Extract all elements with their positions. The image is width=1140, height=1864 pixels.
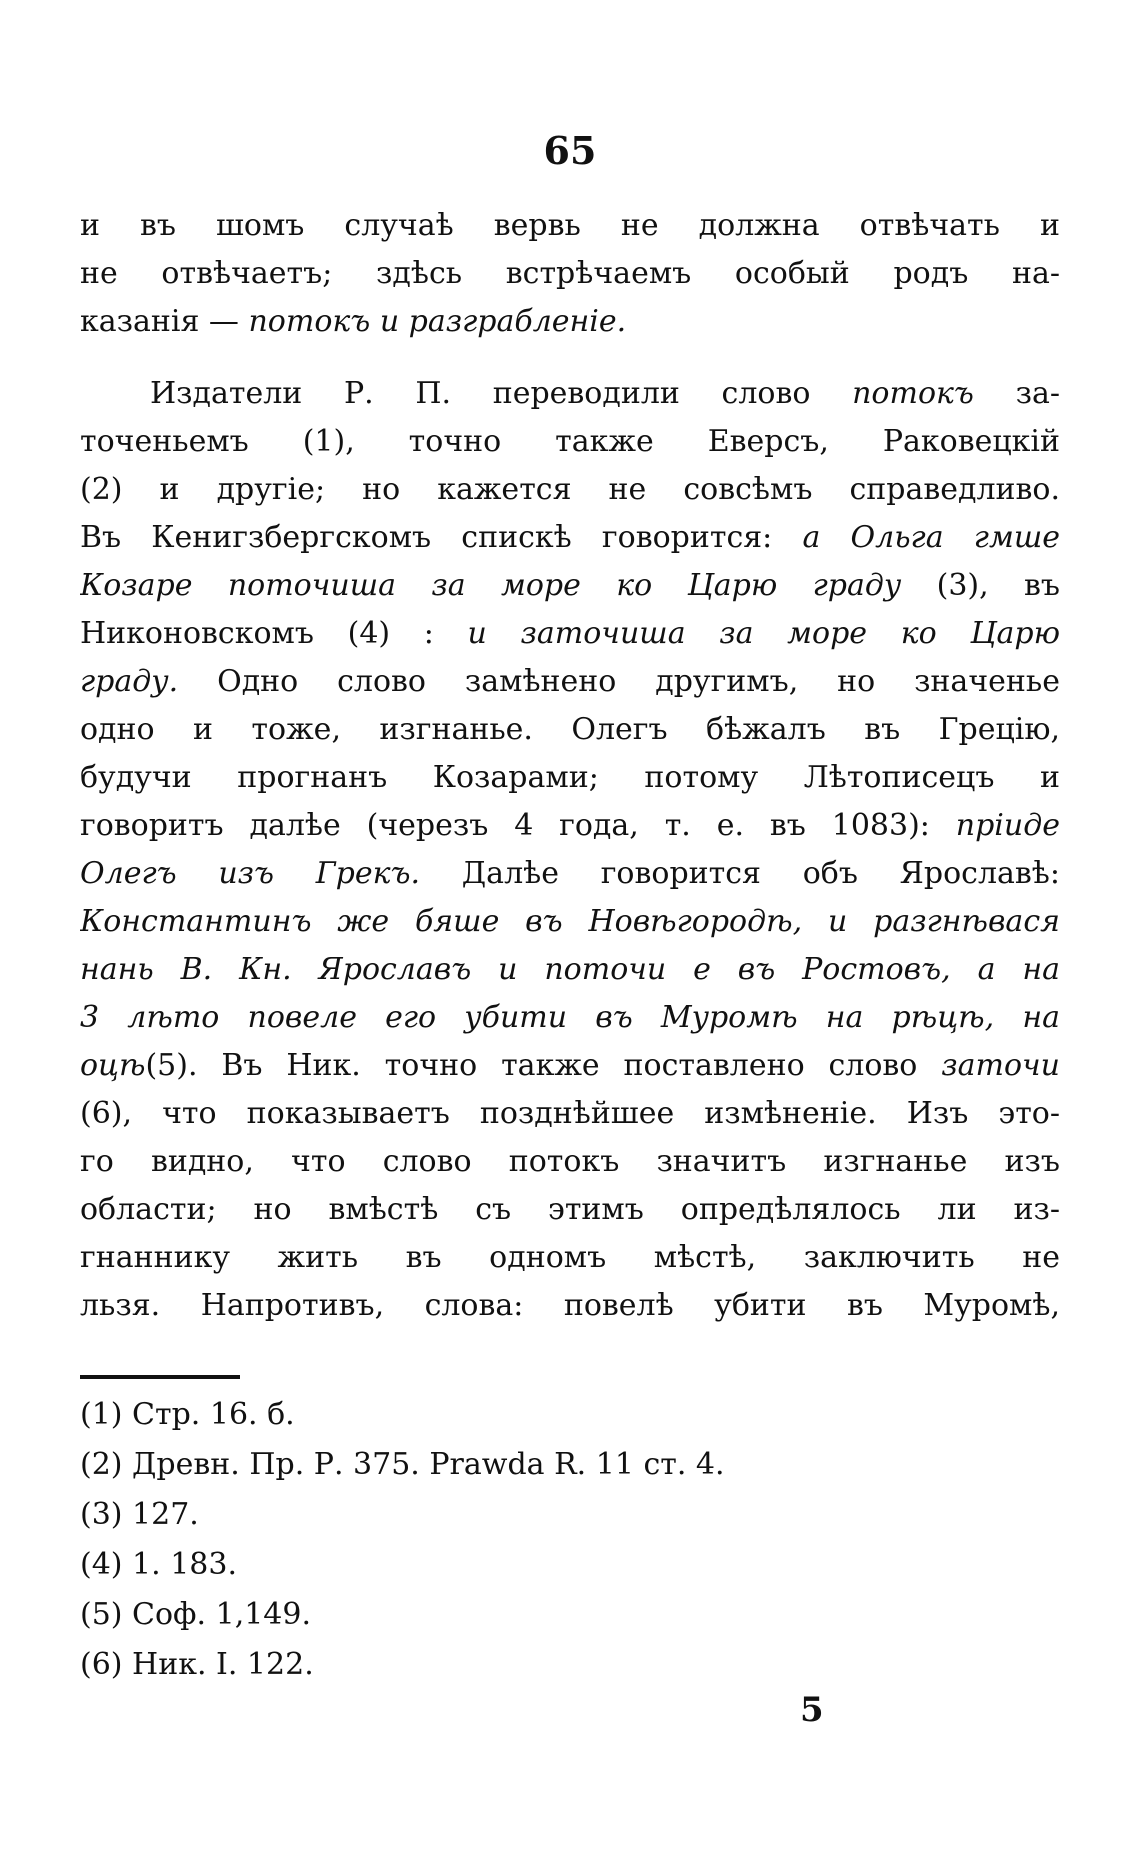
text-line: будучи прогнанъ Козарами; потому Лѣтописецъ и — [80, 760, 1060, 795]
quote-text: Олегъ изъ Грекъ. — [80, 856, 421, 891]
text-line — [80, 514, 1060, 562]
text-line: го видно, что слово потокъ значитъ изгнанье изъ — [80, 1144, 1060, 1179]
main-paragraph — [80, 370, 1060, 1330]
emphasis-text: заточи — [941, 1048, 1060, 1083]
footnotes — [80, 1390, 980, 1690]
text-run: Никоновскомъ (4) : — [80, 616, 434, 651]
quote-line: нань В. Кн. Ярославъ и поточи е въ Ростовъ, а на — [80, 952, 1060, 987]
quote-text: оцѣ — [80, 1048, 146, 1083]
quote-line: Константинъ же бяше въ Новѣгородѣ, и разгнѣвася — [80, 904, 1060, 939]
footnote: (4) 1. 183. — [80, 1547, 237, 1582]
text-line: одно и тоже, изгнанье. Олегъ бѣжалъ въ Грецію, — [80, 712, 1060, 747]
text-run: за- — [1015, 376, 1060, 411]
text-line: области; но вмѣстѣ съ этимъ опредѣлялось ли из- — [80, 1192, 1060, 1227]
text-line: (6), что показываетъ позднѣйшее измѣненіе. Изъ это- — [80, 1096, 1060, 1131]
text-line — [80, 370, 1060, 418]
text-run: (5). Въ Ник. точно также поставлено слово — [145, 1048, 918, 1083]
text-line — [80, 850, 1060, 898]
quote-text: граду. — [80, 664, 179, 699]
text-run: Далѣе говорится объ Ярославѣ: — [461, 856, 1060, 891]
text-run: (3), въ — [936, 568, 1060, 603]
footnote-divider — [80, 1375, 240, 1379]
text-run: Издатели Р. П. переводили слово — [150, 376, 811, 411]
quote-line: 3 лѣто повеле его убити въ Муромѣ на рѣцѣ, на — [80, 1000, 1060, 1035]
text-line — [80, 562, 1060, 610]
footnote: (1) Стр. 16. б. — [80, 1397, 295, 1432]
quote-text: а Ольга гмше — [802, 520, 1060, 555]
text-line: гнаннику жить въ одномъ мѣстѣ, заключить не — [80, 1240, 1060, 1275]
footnote: (3) 127. — [80, 1497, 199, 1532]
intro-paragraph — [80, 202, 1060, 346]
text-line: не отвѣчаетъ; здѣсь встрѣчаемъ особый родъ на- — [80, 256, 1060, 291]
text-line: льзя. Напротивъ, слова: повелѣ убити въ Муромѣ, — [80, 1288, 1060, 1323]
quote-text: Козаре поточиша за море ко Царю граду — [80, 568, 902, 603]
text-run: Въ Кенигзбергскомъ спискѣ говорится: — [80, 520, 773, 555]
signature-mark: 5 — [800, 1690, 824, 1730]
text-run: казанія — — [80, 304, 239, 339]
emphasis-text: потокъ — [852, 376, 974, 411]
text-run: Одно слово замѣнено другимъ, но значенье — [217, 664, 1060, 699]
footnote: (5) Соф. 1,149. — [80, 1597, 312, 1632]
emphasis-text: потокъ и разграбленіе. — [248, 304, 627, 339]
text-line — [80, 610, 1060, 658]
footnote: (2) Древн. Пр. Р. 375. Prawda R. 11 ст. 4. — [80, 1447, 725, 1482]
quote-text: и заточиша за море ко Царю — [467, 616, 1060, 651]
page-number: 65 — [543, 128, 597, 173]
text-line — [80, 802, 1060, 850]
text-line — [80, 658, 1060, 706]
footnote: (6) Ник. I. 122. — [80, 1647, 314, 1682]
quote-text: пріиде — [955, 808, 1060, 843]
text-line — [80, 298, 1060, 346]
text-line: (2) и другіе; но кажется не совсѣмъ справедливо. — [80, 472, 1060, 507]
text-run: говоритъ далѣе (черезъ 4 года, т. е. въ 1083): — [80, 808, 930, 843]
text-line — [80, 1042, 1060, 1090]
text-line: точеньемъ (1), точно также Еверсъ, Раковецкій — [80, 424, 1060, 459]
text-line: и въ шомъ случаѣ вервь не должна отвѣчать и — [80, 208, 1060, 243]
